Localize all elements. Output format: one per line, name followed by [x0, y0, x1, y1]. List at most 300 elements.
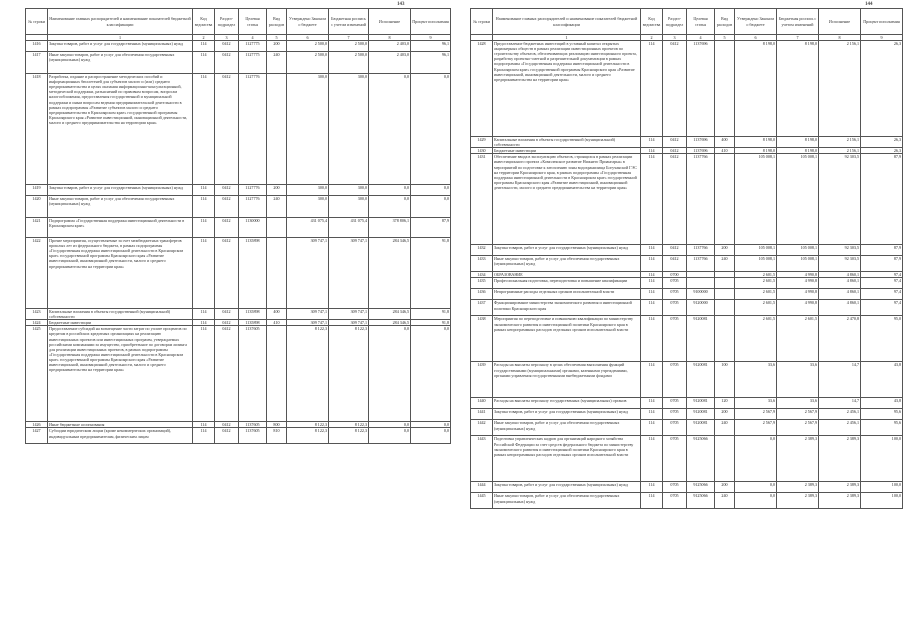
approved-amount: 33,6: [735, 362, 777, 398]
execution-percent: 97,4: [861, 289, 903, 300]
execution-percent: 95,0: [861, 316, 903, 362]
expense-type: 410: [267, 320, 287, 326]
executed-amount: 4 860,1: [819, 272, 861, 278]
expense-type: 410: [715, 148, 735, 154]
row-number: 1426: [26, 422, 48, 428]
table-row: [26, 74, 451, 185]
execution-percent: 97,4: [861, 278, 903, 289]
row-name: Иные закупки товаров, работ и услуг для обеспечения государственных (муниципальных) нужд: [493, 493, 641, 509]
header-cell: Целевая статья: [687, 9, 715, 35]
row-name: Профессиональная подготовка, переподготовка и повышение квалификации: [493, 278, 641, 289]
header-cell: Исполнение: [369, 9, 411, 35]
table-body: [471, 41, 903, 509]
executed-amount: 2 389,3: [819, 436, 861, 482]
section-code: 0412: [215, 52, 239, 74]
dept-code: 114: [641, 154, 663, 245]
row-number: 1435: [471, 278, 493, 289]
executed-amount: 2 403,0: [369, 41, 411, 52]
section-code: 0412: [215, 238, 239, 309]
roster-amount: 33,6: [777, 398, 819, 409]
header-cell: Бюджетная роспись с учетом изменений: [777, 9, 819, 35]
dept-code: 114: [193, 41, 215, 52]
roster-amount: 2 567,9: [777, 409, 819, 420]
row-name: Функционирование министерства экономического развития и инвестиционной политики Красноярского края: [493, 300, 641, 316]
section-code: 0705: [663, 316, 687, 362]
executed-amount: 2 456,1: [819, 409, 861, 420]
row-name: Бюджетные инвестиции: [48, 320, 193, 326]
execution-percent: 0,0: [411, 326, 451, 422]
expense-type: [267, 326, 287, 422]
section-code: 0705: [663, 289, 687, 300]
approved-amount: 8 122,3: [287, 422, 329, 428]
row-name: Иные закупки товаров, работ и услуг для обеспечения государственных (муниципальных) нужд: [493, 256, 641, 272]
header-cell: Процент исполнения: [861, 9, 903, 35]
approved-amount: 8 122,3: [287, 326, 329, 422]
dept-code: 114: [641, 482, 663, 493]
dept-code: 114: [641, 409, 663, 420]
dept-code: 114: [641, 289, 663, 300]
expense-type: 810: [267, 428, 287, 444]
column-index: 1: [493, 35, 641, 41]
roster-amount: 300,0: [329, 185, 369, 196]
table-row: [471, 436, 903, 482]
dept-code: 114: [193, 196, 215, 218]
execution-percent: 91,8: [411, 309, 451, 320]
execution-percent: 0,0: [411, 196, 451, 218]
executed-amount: 14,7: [819, 362, 861, 398]
table-row: [26, 326, 451, 422]
column-index: 5: [267, 35, 287, 41]
section-code: 0705: [663, 278, 687, 289]
roster-amount: 4 990,8: [777, 289, 819, 300]
header-row: [26, 9, 451, 35]
execution-percent: 95,6: [861, 409, 903, 420]
header-cell: Бюджетная роспись с учетом изменений: [329, 9, 369, 35]
dept-code: 114: [193, 428, 215, 444]
executed-amount: 2 470,8: [819, 316, 861, 362]
execution-percent: 96,1: [411, 41, 451, 52]
approved-amount: 8 198,0: [735, 137, 777, 148]
row-number: 1427: [26, 428, 48, 444]
execution-percent: 91,8: [411, 320, 451, 326]
executed-amount: 14,7: [819, 398, 861, 409]
table-row: [26, 218, 451, 238]
expense-type: [715, 154, 735, 245]
section-code: 0412: [215, 41, 239, 52]
table-row: [26, 185, 451, 196]
expense-type: 240: [715, 420, 735, 436]
expense-type: 200: [267, 41, 287, 52]
row-number: 1423: [26, 309, 48, 320]
approved-amount: 309 747,1: [287, 238, 329, 309]
table-row: [471, 300, 903, 316]
roster-amount: 2 567,9: [777, 420, 819, 436]
dept-code: 114: [641, 436, 663, 482]
execution-percent: 97,4: [861, 300, 903, 316]
header-cell: Раздел-подраздел: [663, 9, 687, 35]
page-number: 143: [397, 2, 405, 7]
roster-amount: 300,0: [329, 74, 369, 185]
execution-percent: 95,6: [861, 420, 903, 436]
column-index: 4: [239, 35, 267, 41]
roster-amount: 33,6: [777, 362, 819, 398]
row-name: Иные закупки товаров, работ и услуг для обеспечения государственных (муниципальных) нужд: [493, 420, 641, 436]
execution-percent: 100,0: [861, 493, 903, 509]
page-number: 144: [865, 2, 873, 7]
target-article: 1135898: [239, 238, 267, 309]
column-index: 5: [715, 35, 735, 41]
section-code: 0705: [663, 493, 687, 509]
section-code: 0412: [215, 326, 239, 422]
row-name: Капитальные вложения в объекты государственной (муниципальной) собственности: [493, 137, 641, 148]
table-row: [26, 196, 451, 218]
execution-percent: 96,1: [411, 52, 451, 74]
dept-code: 114: [193, 218, 215, 238]
approved-amount: 105 008,1: [735, 256, 777, 272]
roster-amount: 309 747,1: [329, 320, 369, 326]
table-row: [26, 52, 451, 74]
table-row: [471, 278, 903, 289]
execution-percent: 0,0: [411, 185, 451, 196]
executed-amount: 4 860,1: [819, 289, 861, 300]
row-name: Предоставление бюджетных инвестиций в уставный капитал открытых акционерных обществ в рамках реализации инвестиционных проектов по строительству объектов, обеспечивающих реализацию инвестиционного проекта, разработку проектно-сметной и разрешительной документации в рамках подпрограммы «Государственная поддержка инвестиционной деятельности в Красноярском крае» государственной программы Красноярского края «Развитие инвестиционной, инновационной деятельности, малого и среднего предпринимательства на территории края»: [493, 41, 641, 137]
column-index: 7: [329, 35, 369, 41]
section-code: 0412: [663, 137, 687, 148]
expense-type: 200: [267, 185, 287, 196]
column-index: 7: [777, 35, 819, 41]
section-code: 0705: [663, 420, 687, 436]
executed-amount: 0,0: [369, 422, 411, 428]
approved-amount: 2 500,0: [287, 41, 329, 52]
row-name: Расходы на выплаты персоналу в целях обеспечения выполнения функций государственными (муниципальными) органами, казенными учреждениями, органами управления государственными внебюджетными фондами: [493, 362, 641, 398]
approved-amount: 2 601,5: [735, 272, 777, 278]
row-name: Подготовка управленческих кадров для организаций народного хозяйства Российской Федерации за счет средств федерального бюджета по министерству экономического развития и инвестиционной политики Красноярского края в рамках непрограммных расходов отдельных органов исполнительной власти: [493, 436, 641, 482]
table-row: [471, 137, 903, 148]
section-code: 0412: [663, 41, 687, 137]
target-article: 9120081: [687, 420, 715, 436]
target-article: 1137696: [687, 148, 715, 154]
dept-code: 114: [193, 422, 215, 428]
row-name: Разработка, издание и распространение методических пособий и информационных бюллетеней для субъектов малого и (или) среднего предпринимательства и целях оказания информационно-консультационной, методической поддержки, разъяснений по правовым вопросам, вопросам налогообложения, предоставления государственной и муниципальной поддержки и иным вопросам ведения предпринимательской деятельности в рамках подпрограммы «Развитие субъектов малого и среднего предпринимательства в Красноярском крае» государственной программы Красноярского края «Развитие инвестиционной, инновационной деятельности, малого и среднего предпринимательства на территории края»: [48, 74, 193, 185]
section-code: 0705: [663, 436, 687, 482]
header-cell: № строки: [26, 9, 48, 35]
section-code: 0412: [215, 422, 239, 428]
dept-code: 114: [641, 272, 663, 278]
roster-amount: 431 075,4: [329, 218, 369, 238]
column-index: 6: [287, 35, 329, 41]
approved-amount: 105 008,1: [735, 154, 777, 245]
table-body: [26, 41, 451, 444]
roster-amount: 105 008,1: [777, 154, 819, 245]
dept-code: 114: [641, 137, 663, 148]
executed-amount: 2 156,1: [819, 148, 861, 154]
section-code: 0412: [215, 74, 239, 185]
table-row: [471, 289, 903, 300]
expense-type: [715, 278, 735, 289]
target-article: 1127775: [239, 41, 267, 52]
row-number: 1419: [26, 185, 48, 196]
approved-amount: 2 500,0: [287, 52, 329, 74]
executed-amount: 2 456,1: [819, 420, 861, 436]
roster-amount: 2 389,3: [777, 436, 819, 482]
section-code: 0412: [663, 245, 687, 256]
roster-amount: 2 601,5: [777, 316, 819, 362]
header-cell: Наименование главных распорядителей и наименование показателей бюджетной классификации: [493, 9, 641, 35]
approved-amount: 2 567,9: [735, 409, 777, 420]
row-name: Закупка товаров, работ и услуг для государственных (муниципальных) нужд: [493, 482, 641, 493]
header-cell: Наименование главных распорядителей и наименование показателей бюджетной классификации: [48, 9, 193, 35]
executed-amount: 284 346,5: [369, 238, 411, 309]
approved-amount: 2 601,5: [735, 300, 777, 316]
table-row: [471, 398, 903, 409]
executed-amount: 0,0: [369, 428, 411, 444]
right-page: [470, 0, 902, 640]
roster-amount: 2 389,3: [777, 482, 819, 493]
table-row: [471, 493, 903, 509]
expense-type: 400: [715, 137, 735, 148]
section-code: 0705: [663, 398, 687, 409]
target-article: 1135898: [239, 309, 267, 320]
executed-amount: 0,0: [369, 74, 411, 185]
header-cell: Утверждено Законом о бюджете: [735, 9, 777, 35]
dept-code: 114: [641, 493, 663, 509]
execution-percent: 26,3: [861, 137, 903, 148]
approved-amount: 431 075,4: [287, 218, 329, 238]
target-article: 9125066: [687, 482, 715, 493]
expense-type: [715, 289, 735, 300]
table-row: [471, 420, 903, 436]
expense-type: 800: [267, 422, 287, 428]
dept-code: 114: [193, 238, 215, 309]
execution-percent: 43,8: [861, 362, 903, 398]
row-name: Закупка товаров, работ и услуг для государственных (муниципальных) нужд: [48, 41, 193, 52]
expense-type: [715, 300, 735, 316]
row-number: 1437: [471, 300, 493, 316]
executed-amount: 2 156,1: [819, 41, 861, 137]
expense-type: 240: [267, 196, 287, 218]
roster-amount: 8 122,3: [329, 422, 369, 428]
header-cell: Вид расходов: [267, 9, 287, 35]
target-article: 1127775: [239, 52, 267, 74]
executed-amount: 0,0: [369, 185, 411, 196]
target-article: 9125066: [687, 436, 715, 482]
row-number: 1424: [26, 320, 48, 326]
section-code: 0412: [215, 218, 239, 238]
target-article: 1137696: [687, 137, 715, 148]
roster-amount: 8 198,0: [777, 41, 819, 137]
execution-percent: 26,3: [861, 148, 903, 154]
row-name: Закупка товаров, работ и услуг для государственных (муниципальных) нужд: [493, 409, 641, 420]
approved-amount: 2 567,9: [735, 420, 777, 436]
section-code: 0412: [215, 320, 239, 326]
dept-code: 114: [641, 316, 663, 362]
header-cell: Утверждено Законом о бюджете: [287, 9, 329, 35]
approved-amount: 8 122,3: [287, 428, 329, 444]
roster-amount: 105 008,1: [777, 256, 819, 272]
table-row: [471, 154, 903, 245]
row-name: Подпрограмма «Государственная поддержка инвестиционной деятельности в Красноярском крае»: [48, 218, 193, 238]
table-row: [471, 409, 903, 420]
expense-type: 240: [267, 52, 287, 74]
table-row: [26, 428, 451, 444]
execution-percent: 87,9: [411, 218, 451, 238]
roster-amount: 2 500,0: [329, 52, 369, 74]
column-index: 2: [641, 35, 663, 41]
executed-amount: 92 303,5: [819, 245, 861, 256]
row-number: 1418: [26, 74, 48, 185]
row-name: Предоставление субсидий на возмещение части затрат по уплате процентов по кредитам в российских кредитных организациях на реализацию инвестиционных проектов или инвестиционных программ, утверждаемых российскими компаниями за имущество, приобретенное по договорам лизинга для реализации инвестиционных проектов, в рамках подпрограммы «Государственная поддержка инвестиционной деятельности в Красноярском крае» государственной программы Красноярского края «Развитие инвестиционной, инновационной деятельности, малого и среднего предпринимательства на территории края»: [48, 326, 193, 422]
row-number: 1433: [471, 256, 493, 272]
dept-code: 114: [641, 256, 663, 272]
table-row: [471, 362, 903, 398]
target-article: 9120081: [687, 398, 715, 409]
header-cell: Процент исполнения: [411, 9, 451, 35]
dept-code: 114: [193, 320, 215, 326]
expense-type: [715, 41, 735, 137]
expense-type: [715, 316, 735, 362]
execution-percent: 0,0: [411, 74, 451, 185]
column-index: 8: [819, 35, 861, 41]
execution-percent: 87,9: [861, 245, 903, 256]
executed-amount: 4 860,1: [819, 300, 861, 316]
row-name: Закупка товаров, работ и услуг для государственных (муниципальных) нужд: [48, 185, 193, 196]
target-article: 1137696: [687, 41, 715, 137]
target-article: 9120081: [687, 362, 715, 398]
row-name: Субсидии юридическим лицам (кроме некоммерческих организаций), индивидуальным предпринимателям, физическим лицам: [48, 428, 193, 444]
execution-percent: 91,8: [411, 238, 451, 309]
target-article: 9120081: [687, 409, 715, 420]
expense-type: 200: [715, 409, 735, 420]
row-name: ОБРАЗОВАНИЕ: [493, 272, 641, 278]
section-code: 0705: [663, 409, 687, 420]
row-number: 1416: [26, 41, 48, 52]
column-index: 1: [48, 35, 193, 41]
table-row: [471, 482, 903, 493]
roster-amount: 8 122,3: [329, 428, 369, 444]
roster-amount: 309 747,1: [329, 309, 369, 320]
column-index: 9: [861, 35, 903, 41]
section-code: 0412: [215, 196, 239, 218]
column-index: 2: [193, 35, 215, 41]
expense-type: [267, 238, 287, 309]
row-name: Иные бюджетные ассигнования: [48, 422, 193, 428]
target-article: 1127776: [239, 185, 267, 196]
roster-amount: 4 990,8: [777, 272, 819, 278]
approved-amount: 33,6: [735, 398, 777, 409]
section-code: 0412: [215, 185, 239, 196]
target-article: 9100000: [687, 289, 715, 300]
approved-amount: 0,0: [735, 493, 777, 509]
row-number: 1445: [471, 493, 493, 509]
roster-amount: 8 122,3: [329, 326, 369, 422]
executed-amount: 2 403,0: [369, 52, 411, 74]
table-row: [471, 316, 903, 362]
row-number: 1438: [471, 316, 493, 362]
roster-amount: 2 500,0: [329, 41, 369, 52]
section-code: 0705: [663, 300, 687, 316]
section-code: 0700: [663, 272, 687, 278]
target-article: 1127776: [239, 196, 267, 218]
column-index: 9: [411, 35, 451, 41]
approved-amount: 300,0: [287, 74, 329, 185]
dept-code: 114: [641, 148, 663, 154]
row-name: Непрограммные расходы отдельных органов исполнительной власти: [493, 289, 641, 300]
row-number: 1443: [471, 436, 493, 482]
approved-amount: 2 601,5: [735, 289, 777, 300]
target-article: 1137766: [687, 245, 715, 256]
left-page: [25, 0, 450, 640]
roster-amount: 8 198,0: [777, 148, 819, 154]
target-article: [687, 278, 715, 289]
execution-percent: 87,9: [861, 154, 903, 245]
expense-type: 200: [715, 482, 735, 493]
executed-amount: 0,0: [369, 196, 411, 218]
roster-amount: 4 990,8: [777, 300, 819, 316]
roster-amount: 2 389,3: [777, 493, 819, 509]
column-index: 6: [735, 35, 777, 41]
target-article: 1137605: [239, 326, 267, 422]
dept-code: 114: [641, 362, 663, 398]
section-code: 0412: [215, 428, 239, 444]
execution-percent: 100,0: [861, 436, 903, 482]
execution-percent: 87,9: [861, 256, 903, 272]
row-number: 1444: [471, 482, 493, 493]
row-number: 1429: [471, 137, 493, 148]
approved-amount: 2 601,5: [735, 316, 777, 362]
header-cell: Код ведомства: [193, 9, 215, 35]
section-code: 0412: [663, 154, 687, 245]
table-row: [26, 309, 451, 320]
header-cell: Исполнение: [819, 9, 861, 35]
approved-amount: 309 747,1: [287, 309, 329, 320]
table-row: [26, 238, 451, 309]
expense-type: [267, 74, 287, 185]
target-article: 9125066: [687, 493, 715, 509]
dept-code: 114: [641, 245, 663, 256]
expense-type: 100: [715, 362, 735, 398]
row-number: 1431: [471, 154, 493, 245]
executed-amount: 378 806,1: [369, 218, 411, 238]
dept-code: 114: [641, 278, 663, 289]
section-code: 0412: [663, 148, 687, 154]
executed-amount: 2 156,1: [819, 137, 861, 148]
section-code: 0412: [215, 309, 239, 320]
executed-amount: 2 389,3: [819, 482, 861, 493]
target-article: 1135898: [239, 320, 267, 326]
dept-code: 114: [193, 52, 215, 74]
target-article: 1137766: [687, 256, 715, 272]
target-article: 9120000: [687, 300, 715, 316]
dept-code: 114: [641, 420, 663, 436]
approved-amount: 8 198,0: [735, 41, 777, 137]
approved-amount: 309 747,1: [287, 320, 329, 326]
expense-type: 240: [715, 493, 735, 509]
row-number: 1434: [471, 272, 493, 278]
approved-amount: 2 601,5: [735, 278, 777, 289]
approved-amount: 8 198,0: [735, 148, 777, 154]
expense-type: [715, 436, 735, 482]
row-number: 1439: [471, 362, 493, 398]
row-number: 1417: [26, 52, 48, 74]
table-row: [471, 245, 903, 256]
row-number: 1436: [471, 289, 493, 300]
dept-code: 114: [193, 185, 215, 196]
executed-amount: 2 389,3: [819, 493, 861, 509]
target-article: 1130000: [239, 218, 267, 238]
row-name: Бюджетные инвестиции: [493, 148, 641, 154]
roster-amount: 4 990,8: [777, 278, 819, 289]
row-number: 1425: [26, 326, 48, 422]
